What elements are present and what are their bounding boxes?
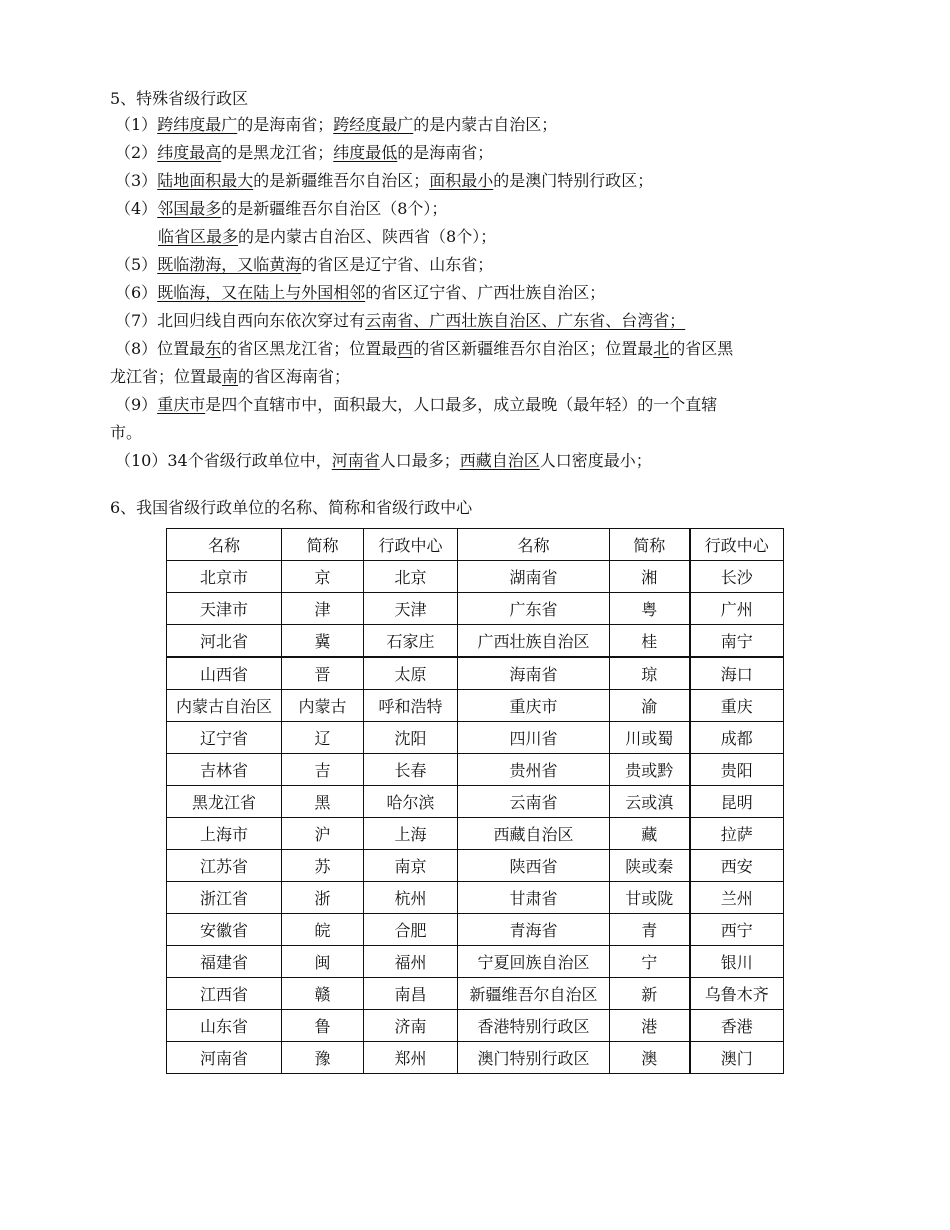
name-cell: 江西省 — [167, 978, 282, 1010]
capital-cell: 杭州 — [364, 882, 458, 914]
abbr-cell: 吉 — [282, 754, 364, 786]
abbr-cell: 渝 — [610, 690, 690, 722]
table-row — [167, 914, 784, 946]
name-cell: 海南省 — [458, 657, 610, 690]
capital-cell: 长沙 — [690, 561, 784, 593]
table-row — [167, 882, 784, 914]
name-cell: 云南省 — [458, 786, 610, 818]
name-cell: 山东省 — [167, 1010, 282, 1042]
capital-cell: 哈尔滨 — [364, 786, 458, 818]
abbr-cell: 云或滇 — [610, 786, 690, 818]
capital-cell: 拉萨 — [690, 818, 784, 850]
name-cell: 四川省 — [458, 722, 610, 754]
capital-cell: 南昌 — [364, 978, 458, 1010]
capital-cell: 福州 — [364, 946, 458, 978]
item-5: （5）既临渤海，又临黄海的省区是辽宁省、山东省； — [115, 255, 494, 274]
name-cell: 青海省 — [458, 914, 610, 946]
column-header: 名称 — [167, 529, 282, 561]
capital-cell: 太原 — [364, 657, 458, 690]
name-cell: 重庆市 — [458, 690, 610, 722]
table-row — [167, 1042, 784, 1074]
capital-cell: 沈阳 — [364, 722, 458, 754]
abbr-cell: 湘 — [610, 561, 690, 593]
name-cell: 江苏省 — [167, 850, 282, 882]
capital-cell: 郑州 — [364, 1042, 458, 1074]
name-cell: 福建省 — [167, 946, 282, 978]
abbr-cell: 黑 — [282, 786, 364, 818]
table-row — [167, 754, 784, 786]
name-cell: 安徽省 — [167, 914, 282, 946]
abbr-cell: 皖 — [282, 914, 364, 946]
abbr-cell: 京 — [282, 561, 364, 593]
name-cell: 陕西省 — [458, 850, 610, 882]
capital-cell: 石家庄 — [364, 625, 458, 658]
name-cell: 黑龙江省 — [167, 786, 282, 818]
abbr-cell: 青 — [610, 914, 690, 946]
name-cell: 天津市 — [167, 593, 282, 625]
abbr-cell: 内蒙古 — [282, 690, 364, 722]
name-cell: 辽宁省 — [167, 722, 282, 754]
name-cell: 贵州省 — [458, 754, 610, 786]
capital-cell: 乌鲁木齐 — [690, 978, 784, 1010]
table-header-row — [167, 529, 784, 561]
name-cell: 澳门特别行政区 — [458, 1042, 610, 1074]
abbr-cell: 琼 — [610, 657, 690, 690]
table-row — [167, 690, 784, 722]
section6-heading: 6、我国省级行政单位的名称、简称和省级行政中心 — [110, 498, 473, 517]
province-table — [166, 528, 784, 1074]
abbr-cell: 贵或黔 — [610, 754, 690, 786]
item-1: （1）跨纬度最广的是海南省；跨经度最广的是内蒙古自治区； — [115, 115, 558, 134]
capital-cell: 西安 — [690, 850, 784, 882]
abbr-cell: 冀 — [282, 625, 364, 658]
capital-cell: 西宁 — [690, 914, 784, 946]
name-cell: 上海市 — [167, 818, 282, 850]
name-cell: 香港特别行政区 — [458, 1010, 610, 1042]
item-8: （8）位置最东的省区黑龙江省；位置最西的省区新疆维吾尔自治区；位置最北的省区黑 — [115, 339, 734, 358]
column-header: 行政中心 — [690, 529, 784, 561]
capital-cell: 上海 — [364, 818, 458, 850]
abbr-cell: 闽 — [282, 946, 364, 978]
capital-cell: 重庆 — [690, 690, 784, 722]
item-9-cont: 市。 — [110, 423, 143, 442]
name-cell: 西藏自治区 — [458, 818, 610, 850]
capital-cell: 呼和浩特 — [364, 690, 458, 722]
table-row — [167, 625, 784, 658]
capital-cell: 济南 — [364, 1010, 458, 1042]
name-cell: 浙江省 — [167, 882, 282, 914]
abbr-cell: 辽 — [282, 722, 364, 754]
abbr-cell: 鲁 — [282, 1010, 364, 1042]
section5-heading: 5、特殊省级行政区 — [110, 89, 249, 108]
capital-cell: 银川 — [690, 946, 784, 978]
abbr-cell: 宁 — [610, 946, 690, 978]
abbr-cell: 沪 — [282, 818, 364, 850]
table-row — [167, 561, 784, 593]
name-cell: 广西壮族自治区 — [458, 625, 610, 658]
abbr-cell: 新 — [610, 978, 690, 1010]
table-row — [167, 1010, 784, 1042]
item-7: （7）北回归线自西向东依次穿过有云南省、广西壮族自治区、广东省、台湾省； — [115, 311, 686, 330]
item-4-cont: 临省区最多的是内蒙古自治区、陕西省（8个）； — [158, 227, 497, 246]
capital-cell: 成都 — [690, 722, 784, 754]
abbr-cell: 甘或陇 — [610, 882, 690, 914]
abbr-cell: 陕或秦 — [610, 850, 690, 882]
abbr-cell: 桂 — [610, 625, 690, 658]
abbr-cell: 赣 — [282, 978, 364, 1010]
capital-cell: 北京 — [364, 561, 458, 593]
table-row — [167, 978, 784, 1010]
name-cell: 山西省 — [167, 657, 282, 690]
capital-cell: 广州 — [690, 593, 784, 625]
name-cell: 河南省 — [167, 1042, 282, 1074]
abbr-cell: 苏 — [282, 850, 364, 882]
name-cell: 宁夏回族自治区 — [458, 946, 610, 978]
abbr-cell: 港 — [610, 1010, 690, 1042]
name-cell: 广东省 — [458, 593, 610, 625]
name-cell: 湖南省 — [458, 561, 610, 593]
capital-cell: 天津 — [364, 593, 458, 625]
name-cell: 吉林省 — [167, 754, 282, 786]
item-4: （4）邻国最多的是新疆维吾尔自治区（8个）； — [115, 199, 448, 218]
name-cell: 北京市 — [167, 561, 282, 593]
name-cell: 河北省 — [167, 625, 282, 658]
name-cell: 新疆维吾尔自治区 — [458, 978, 610, 1010]
column-header: 名称 — [458, 529, 610, 561]
abbr-cell: 川或蜀 — [610, 722, 690, 754]
item-9: （9）重庆市是四个直辖市中，面积最大，人口最多，成立最晚（最年轻）的一个直辖 — [115, 395, 718, 414]
capital-cell: 南京 — [364, 850, 458, 882]
column-header: 行政中心 — [364, 529, 458, 561]
column-header: 简称 — [610, 529, 690, 561]
capital-cell: 合肥 — [364, 914, 458, 946]
table-row — [167, 722, 784, 754]
capital-cell: 贵阳 — [690, 754, 784, 786]
abbr-cell: 浙 — [282, 882, 364, 914]
name-cell: 甘肃省 — [458, 882, 610, 914]
abbr-cell: 澳 — [610, 1042, 690, 1074]
item-6: （6）既临海，又在陆上与外国相邻的省区辽宁省、广西壮族自治区； — [115, 283, 606, 302]
table-row — [167, 818, 784, 850]
capital-cell: 澳门 — [690, 1042, 784, 1074]
capital-cell: 香港 — [690, 1010, 784, 1042]
item-3: （3）陆地面积最大的是新疆维吾尔自治区；面积最小的是澳门特别行政区； — [115, 171, 654, 190]
name-cell: 内蒙古自治区 — [167, 690, 282, 722]
item-8-cont: 龙江省；位置最南的省区海南省； — [110, 367, 351, 386]
table-row — [167, 657, 784, 690]
capital-cell: 昆明 — [690, 786, 784, 818]
item-2: （2）纬度最高的是黑龙江省；纬度最低的是海南省； — [115, 143, 494, 162]
abbr-cell: 晋 — [282, 657, 364, 690]
capital-cell: 海口 — [690, 657, 784, 690]
abbr-cell: 津 — [282, 593, 364, 625]
abbr-cell: 粤 — [610, 593, 690, 625]
capital-cell: 兰州 — [690, 882, 784, 914]
table-row — [167, 850, 784, 882]
table-row — [167, 593, 784, 625]
capital-cell: 长春 — [364, 754, 458, 786]
item-10: （10）34个省级行政单位中，河南省人口最多；西藏自治区人口密度最小； — [115, 451, 652, 470]
capital-cell: 南宁 — [690, 625, 784, 658]
table-row — [167, 786, 784, 818]
abbr-cell: 豫 — [282, 1042, 364, 1074]
abbr-cell: 藏 — [610, 818, 690, 850]
table-row — [167, 946, 784, 978]
column-header: 简称 — [282, 529, 364, 561]
